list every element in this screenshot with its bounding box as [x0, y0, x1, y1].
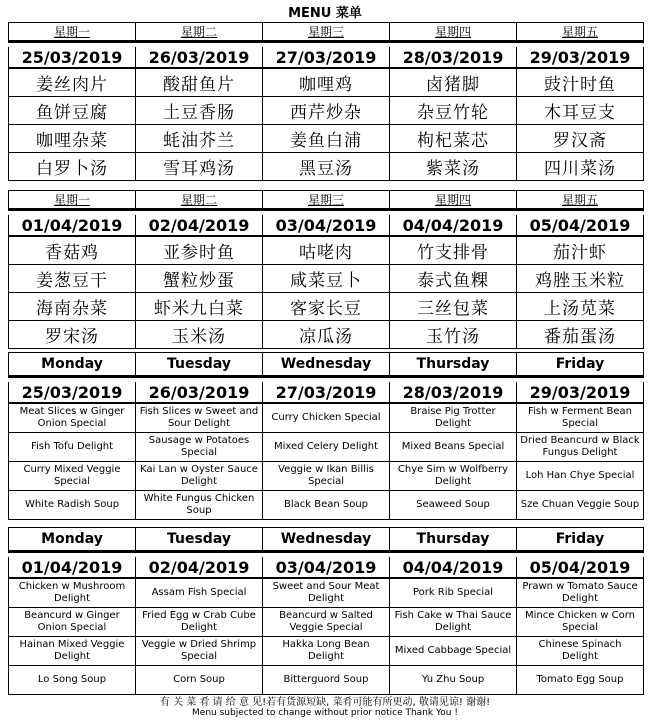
- soup-cell: 凉瓜汤: [263, 321, 390, 349]
- footer-note-en: Menu subjected to change without prior notice Thank You !: [192, 708, 458, 718]
- dish-cell: Mixed Celery Delight: [263, 433, 390, 462]
- dish-cell: Beancurd w Salted Veggie Special: [263, 608, 390, 637]
- day-header: Monday: [9, 353, 136, 377]
- soup-cell: Bitterguord Soup: [263, 666, 390, 695]
- menu-table-cn-week1: [8, 22, 644, 181]
- dish-cell: 上汤苋菜: [517, 293, 644, 321]
- dish-cell: Chinese Spinach Delight: [517, 637, 644, 666]
- dish-cell: Fish Cake w Thai Sauce Delight: [390, 608, 517, 637]
- date-cell: 25/03/2019: [9, 382, 136, 403]
- dish-cell: 咸菜豆卜: [263, 265, 390, 293]
- soup-cell: Tomato Egg Soup: [517, 666, 644, 695]
- dish-cell: 亚参时鱼: [136, 236, 263, 265]
- dish-cell: 三丝包菜: [390, 293, 517, 321]
- dish-cell: 姜丝肉片: [9, 68, 136, 97]
- dish-cell: 姜葱豆干: [9, 265, 136, 293]
- dish-cell: Prawn w Tomato Sauce Delight: [517, 578, 644, 608]
- date-cell: 27/03/2019: [263, 47, 390, 68]
- dish-cell: Sweet and Sour Meat Delight: [263, 578, 390, 608]
- date-cell: 03/04/2019: [263, 215, 390, 236]
- dish-cell: 土豆香肠: [136, 97, 263, 125]
- day-header: Friday: [517, 528, 644, 552]
- dish-cell: 海南杂菜: [9, 293, 136, 321]
- soup-cell: Seaweed Soup: [390, 491, 517, 520]
- dish-cell: 咕咾肉: [263, 236, 390, 265]
- dish-cell: 茄汁虾: [517, 236, 644, 265]
- date-cell: 01/04/2019: [9, 557, 136, 578]
- day-header: 星期五: [517, 23, 644, 42]
- date-cell: 01/04/2019: [9, 215, 136, 236]
- dish-cell: Hakka Long Bean Delight: [263, 637, 390, 666]
- day-header: Friday: [517, 353, 644, 377]
- dish-cell: Veggie w Dried Shrimp Special: [136, 637, 263, 666]
- dish-cell: Fish Slices w Sweet and Sour Delight: [136, 403, 263, 433]
- dish-cell: 咖哩杂菜: [9, 125, 136, 153]
- soup-cell: 玉竹汤: [390, 321, 517, 349]
- date-cell: 29/03/2019: [517, 47, 644, 68]
- dish-cell: Braise Pig Trotter Delight: [390, 403, 517, 433]
- dish-cell: 泰式鱼粿: [390, 265, 517, 293]
- dish-cell: Hainan Mixed Veggie Delight: [9, 637, 136, 666]
- soup-cell: 番茄蛋汤: [517, 321, 644, 349]
- soup-cell: 紫菜汤: [390, 153, 517, 181]
- dish-cell: Mince Chicken w Corn Special: [517, 608, 644, 637]
- date-cell: 05/04/2019: [517, 215, 644, 236]
- day-header: 星期三: [263, 23, 390, 42]
- soup-cell: Lo Song Soup: [9, 666, 136, 695]
- dish-cell: Mixed Beans Special: [390, 433, 517, 462]
- dish-cell: Sausage w Potatoes Special: [136, 433, 263, 462]
- day-header: 星期二: [136, 191, 263, 210]
- dish-cell: 鱼饼豆腐: [9, 97, 136, 125]
- day-header: 星期一: [9, 23, 136, 42]
- dish-cell: Curry Chicken Special: [263, 403, 390, 433]
- menu-table-cn-week2: [8, 190, 644, 349]
- menu-table-en-week1: [8, 352, 644, 520]
- soup-cell: Sze Chuan Veggie Soup: [517, 491, 644, 520]
- date-cell: 28/03/2019: [390, 382, 517, 403]
- soup-cell: Black Bean Soup: [263, 491, 390, 520]
- dish-cell: Dried Beancurd w Black Fungus Delight: [517, 433, 644, 462]
- dish-cell: 蟹粒炒蛋: [136, 265, 263, 293]
- day-header: 星期四: [390, 23, 517, 42]
- dish-cell: 虾米九白菜: [136, 293, 263, 321]
- soup-cell: 雪耳鸡汤: [136, 153, 263, 181]
- day-header: 星期四: [390, 191, 517, 210]
- soup-cell: White Fungus Chicken Soup: [136, 491, 263, 520]
- day-header: Wednesday: [263, 353, 390, 377]
- dish-cell: Loh Han Chye Special: [517, 462, 644, 491]
- dish-cell: Meat Slices w Ginger Onion Special: [9, 403, 136, 433]
- dish-cell: Assam Fish Special: [136, 578, 263, 608]
- dish-cell: 蚝油芥兰: [136, 125, 263, 153]
- dish-cell: 姜鱼白浦: [263, 125, 390, 153]
- dish-cell: Beancurd w Ginger Onion Special: [9, 608, 136, 637]
- date-cell: 02/04/2019: [136, 557, 263, 578]
- soup-cell: 黑豆汤: [263, 153, 390, 181]
- soup-cell: Corn Soup: [136, 666, 263, 695]
- date-cell: 25/03/2019: [9, 47, 136, 68]
- date-cell: 29/03/2019: [517, 382, 644, 403]
- soup-cell: Yu Zhu Soup: [390, 666, 517, 695]
- dish-cell: 木耳豆支: [517, 97, 644, 125]
- dish-cell: Veggie w Ikan Billis Special: [263, 462, 390, 491]
- dish-cell: 枸杞菜芯: [390, 125, 517, 153]
- date-cell: 26/03/2019: [136, 382, 263, 403]
- dish-cell: 杂豆竹轮: [390, 97, 517, 125]
- day-header: Wednesday: [263, 528, 390, 552]
- date-cell: 28/03/2019: [390, 47, 517, 68]
- dish-cell: 酸甜鱼片: [136, 68, 263, 97]
- soup-cell: 白罗卜汤: [9, 153, 136, 181]
- dish-cell: 客家长豆: [263, 293, 390, 321]
- dish-cell: 鸡脞玉米粒: [517, 265, 644, 293]
- day-header: 星期三: [263, 191, 390, 210]
- dish-cell: Fried Egg w Crab Cube Delight: [136, 608, 263, 637]
- date-cell: 04/04/2019: [390, 215, 517, 236]
- soup-cell: 玉米汤: [136, 321, 263, 349]
- day-header: Monday: [9, 528, 136, 552]
- footer-note-cn: 有 关 菜 肴 请 给 意 见!若有货源短缺, 菜肴可能有所更动, 敬请见谅! 谢谢!: [159, 697, 491, 708]
- soup-cell: 罗宋汤: [9, 321, 136, 349]
- dish-cell: 豉汁时鱼: [517, 68, 644, 97]
- day-header: Thursday: [390, 528, 517, 552]
- menu-table-en-week2: [8, 527, 644, 695]
- date-cell: 02/04/2019: [136, 215, 263, 236]
- dish-cell: 香菇鸡: [9, 236, 136, 265]
- menu-title: MENU 菜单: [288, 6, 362, 21]
- dish-cell: Fish w Ferment Bean Special: [517, 403, 644, 433]
- day-header: 星期一: [9, 191, 136, 210]
- soup-cell: White Radish Soup: [9, 491, 136, 520]
- date-cell: 27/03/2019: [263, 382, 390, 403]
- dish-cell: Kai Lan w Oyster Sauce Delight: [136, 462, 263, 491]
- dish-cell: Mixed Cabbage Special: [390, 637, 517, 666]
- date-cell: 05/04/2019: [517, 557, 644, 578]
- day-header: Thursday: [390, 353, 517, 377]
- date-cell: 26/03/2019: [136, 47, 263, 68]
- dish-cell: Pork Rib Special: [390, 578, 517, 608]
- dish-cell: Curry Mixed Veggie Special: [9, 462, 136, 491]
- soup-cell: 四川菜汤: [517, 153, 644, 181]
- dish-cell: 西芹炒杂: [263, 97, 390, 125]
- date-cell: 04/04/2019: [390, 557, 517, 578]
- dish-cell: 罗汉斋: [517, 125, 644, 153]
- day-header: Tuesday: [136, 353, 263, 377]
- day-header: 星期二: [136, 23, 263, 42]
- dish-cell: 咖哩鸡: [263, 68, 390, 97]
- day-header: Tuesday: [136, 528, 263, 552]
- dish-cell: Chye Sim w Wolfberry Delight: [390, 462, 517, 491]
- date-cell: 03/04/2019: [263, 557, 390, 578]
- dish-cell: Chicken w Mushroom Delight: [9, 578, 136, 608]
- dish-cell: 卤猪脚: [390, 68, 517, 97]
- dish-cell: 竹支排骨: [390, 236, 517, 265]
- day-header: 星期五: [517, 191, 644, 210]
- dish-cell: Fish Tofu Delight: [9, 433, 136, 462]
